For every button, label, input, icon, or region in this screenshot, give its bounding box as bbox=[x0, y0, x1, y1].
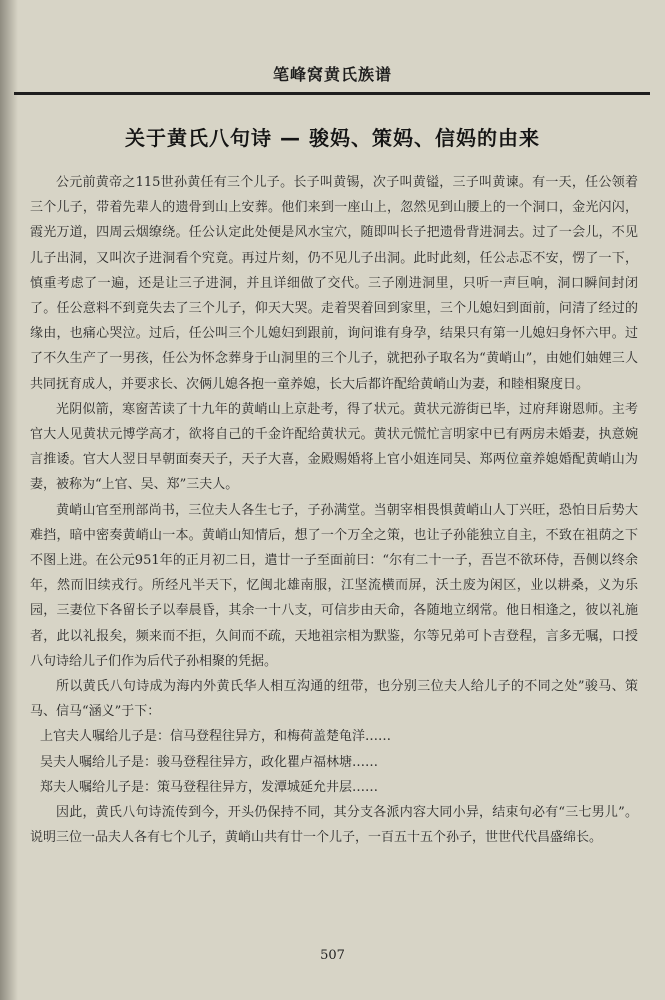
paragraph: 因此，黄氏八句诗流传到今，开头仍保持不同，其分支各派内容大同小异，结束句必有“三七男儿”。说明三位一品夫人各有七个儿子，黄峭山共有廿一个儿子，一百五十五个孙子，世世代代昌盛绵长。 bbox=[30, 805, 638, 846]
poem-line: 郑夫人嘱给儿子是：策马登程往异方，发潭城延允井层…… bbox=[40, 779, 379, 795]
article-title: 关于黄氏八句诗 — 骏妈、策妈、信妈的由来 bbox=[125, 126, 540, 150]
paragraph: 光阴似箭，寒窗苦读了十九年的黄峭山上京赴考，得了状元。黄状元游街已毕，过府拜谢恩师。主考官大人见黄状元博学高才，欲将自己的千金许配给黄状元。黄状元慌忙言明家中已有两房未婚妻，执意婉言推诿。官大人翌日早朝面奏天子，天子大喜，金殿赐婚将上官小姐连同吴、郑两位童养媳婚配黄峭山为妻，被称为“上官、吴、郑”三夫人。 bbox=[30, 401, 638, 493]
header-rule bbox=[14, 92, 650, 95]
paragraph: 所以黄氏八句诗成为海内外黄氏华人相互沟通的纽带，也分别三位夫人给儿子的不同之处”骏马、策马、信马“涵义”于下： bbox=[30, 679, 638, 720]
poem-line: 上官夫人嘱给儿子是：信马登程往异方，和梅荷盖楚龟洋…… bbox=[40, 729, 392, 745]
poem-line: 吴夫人嘱给儿子是：骏马登程往异方，政化瞿卢福林塘…… bbox=[40, 754, 379, 770]
paragraph: 黄峭山官至刑部尚书，三位夫人各生七子，子孙满堂。当朝宰相畏惧黄峭山人丁兴旺，恐怕日后势大难挡，暗中密奏黄峭山一本。黄峭山知情后，想了一个万全之策，也让子孙能独立自主，不致在祖荫之下不图上进。在公元951年的正月初二日，遣廿一子至面前曰：“尔有二十一子，吾岂不欲环侍，吾侧以终余年，然而旧续戎行。所经凡半天下，忆闽北雄南服，江坚流横而屏，沃土废为闲区，业以耕桑，义为乐园，三妻位下各留长子以奉晨昏，其余一十八支，可信步由天命，各随地立纲常。他日相逢之，彼以礼施者，此以礼报矣，频来而不拒，久间而不疏，天地祖宗相为默鉴，尔等兄弟可卜吉登程，言多无嘱，口授八句诗给儿子们作为后代子孙相聚的凭据。 bbox=[30, 502, 638, 669]
page-number: 507 bbox=[320, 948, 345, 963]
paragraph: 公元前黄帝之115世孙黄任有三个儿子。长子叫黄锡，次子叫黄镒，三子叫黄谏。有一天，任公领着三个儿子，带着先辈人的遗骨到山上安葬。他们来到一座山上，忽然见到山腰上的一个洞口，金光闪闪，霞光万道，四周云烟缭绕。任公认定此处便是风水宝穴，随即叫长子把遗骨背进洞去。过了一会儿，不见儿子出洞，又叫次子进洞看个究竟。再过片刻，仍不见儿子出洞。此时此刻，任公忐忑不安，愣了一下，慎重考虑了一遍，还是让三子进洞，并且详细做了交代。三子刚进洞里，只听一声巨响，洞口瞬间封闭了。任公意料不到竟失去了三个儿子，仰天大哭。走着哭着回到家里，三个儿媳妇到面前，问清了经过的缘由，也痛心哭泣。过后，任公叫三个儿媳妇到跟前，询问谁有身孕，结果只有第一儿媳妇身怀六甲。过了不久生产了一男孩，任公为怀念葬身于山洞里的三个儿子，就把孙子取名为“黄峭山”，由她们妯娌三人共同抚育成人，并要求长、次俩儿媳各抱一童养媳，长大后都许配给黄峭山为妻，和睦相聚度日。 bbox=[30, 175, 638, 392]
running-header-title: 笔峰窝黄氏族谱 bbox=[272, 65, 392, 84]
article-body bbox=[30, 170, 638, 850]
